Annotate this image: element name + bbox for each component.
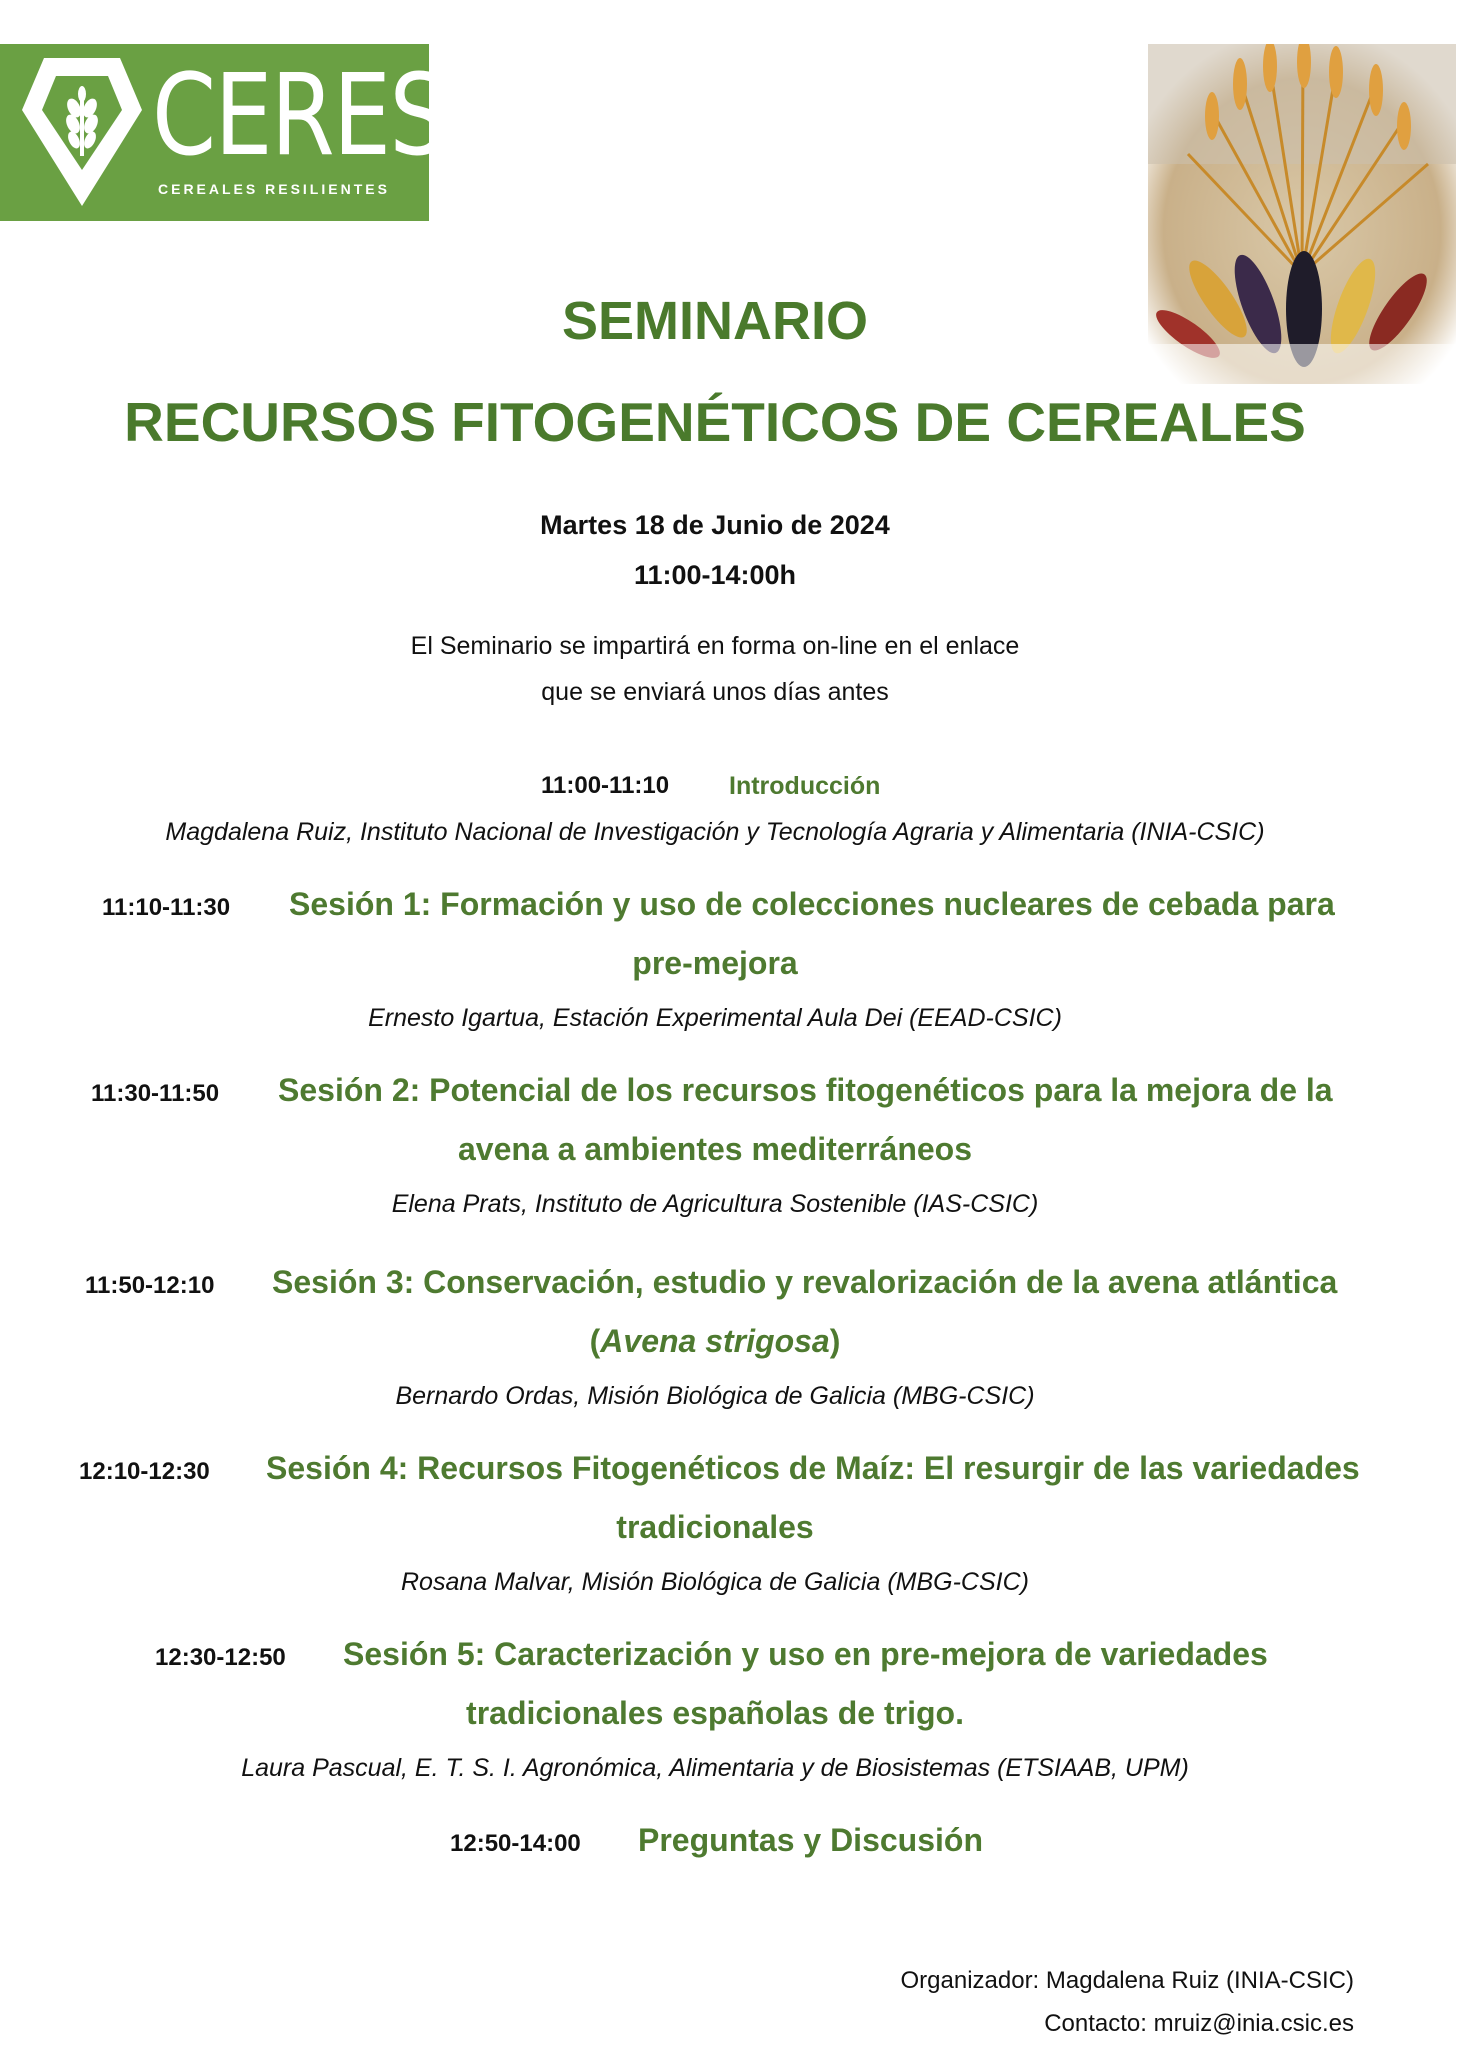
logo-tagline: CEREALES RESILIENTES xyxy=(158,181,390,197)
session1-title: Sesión 1: Formación y uso de colecciones nucleares de cebada para xyxy=(289,886,1335,922)
session4-title-cont: tradicionales xyxy=(616,1509,814,1545)
session5-time: 12:30-12:50 xyxy=(155,1644,286,1671)
species-name: Avena strigosa xyxy=(600,1323,830,1359)
event-date: Martes 18 de Junio de 2024 xyxy=(540,510,890,540)
session1-time: 11:10-11:30 xyxy=(102,894,231,921)
event-note-line2: que se enviará unos días antes xyxy=(541,678,889,706)
intro-speaker: Magdalena Ruiz, Instituto Nacional de Investigación y Tecnología Agraria y Alimentaria (INIA-CSIC) xyxy=(165,818,1265,846)
page-subtitle: RECURSOS FITOGENÉTICOS DE CEREALES xyxy=(124,391,1306,453)
organizer-text: Organizador: Magdalena Ruiz (INIA-CSIC) xyxy=(900,1967,1354,1994)
wheat-diamond-icon xyxy=(22,58,142,208)
session5-title-cont: tradicionales españolas de trigo. xyxy=(466,1695,964,1731)
closing-title: Preguntas y Discusión xyxy=(638,1822,983,1858)
session4-speaker: Rosana Malvar, Misión Biológica de Galicia (MBG-CSIC) xyxy=(401,1568,1029,1596)
session1-speaker: Ernesto Igartua, Estación Experimental Aula Dei (EEAD-CSIC) xyxy=(368,1004,1062,1032)
contact-text: Contacto: mruiz@inia.csic.es xyxy=(1044,2010,1354,2037)
session3-title: Sesión 3: Conservación, estudio y revalorización de la avena atlántica xyxy=(272,1264,1338,1300)
session4-time: 12:10-12:30 xyxy=(79,1458,210,1485)
page-title: SEMINARIO xyxy=(561,291,869,351)
session2-title-cont: avena a ambientes mediterráneos xyxy=(457,1131,972,1167)
session2-time: 11:30-11:50 xyxy=(91,1080,220,1107)
session2-speaker: Elena Prats, Instituto de Agricultura Sostenible (IAS-CSIC) xyxy=(391,1190,1039,1218)
logo-wordmark: CERES xyxy=(152,51,447,181)
intro-title: Introducción xyxy=(729,772,881,800)
event-note-line1: El Seminario se impartirá en forma on-line en el enlace xyxy=(410,632,1020,660)
intro-time: 11:00-11:10 xyxy=(541,772,670,799)
session5-title: Sesión 5: Caracterización y uso en pre-mejora de variedades xyxy=(343,1636,1268,1672)
session3-title-cont: (Avena strigosa) xyxy=(589,1323,841,1359)
session1-title-cont: pre-mejora xyxy=(632,945,798,981)
ceres-logo xyxy=(0,44,447,221)
session5-speaker: Laura Pascual, E. T. S. I. Agronómica, Alimentaria y de Biosistemas (ETSIAAB, UPM) xyxy=(241,1754,1189,1782)
session3-time: 11:50-12:10 xyxy=(85,1272,215,1299)
session2-title: Sesión 2: Potencial de los recursos fitogenéticos para la mejora de la xyxy=(278,1072,1333,1108)
session3-speaker: Bernardo Ordas, Misión Biológica de Galicia (MBG-CSIC) xyxy=(395,1382,1035,1410)
event-time: 11:00-14:00h xyxy=(633,560,797,590)
closing-time: 12:50-14:00 xyxy=(450,1830,581,1857)
session4-title: Sesión 4: Recursos Fitogenéticos de Maíz: El resurgir de las variedades xyxy=(266,1450,1360,1486)
